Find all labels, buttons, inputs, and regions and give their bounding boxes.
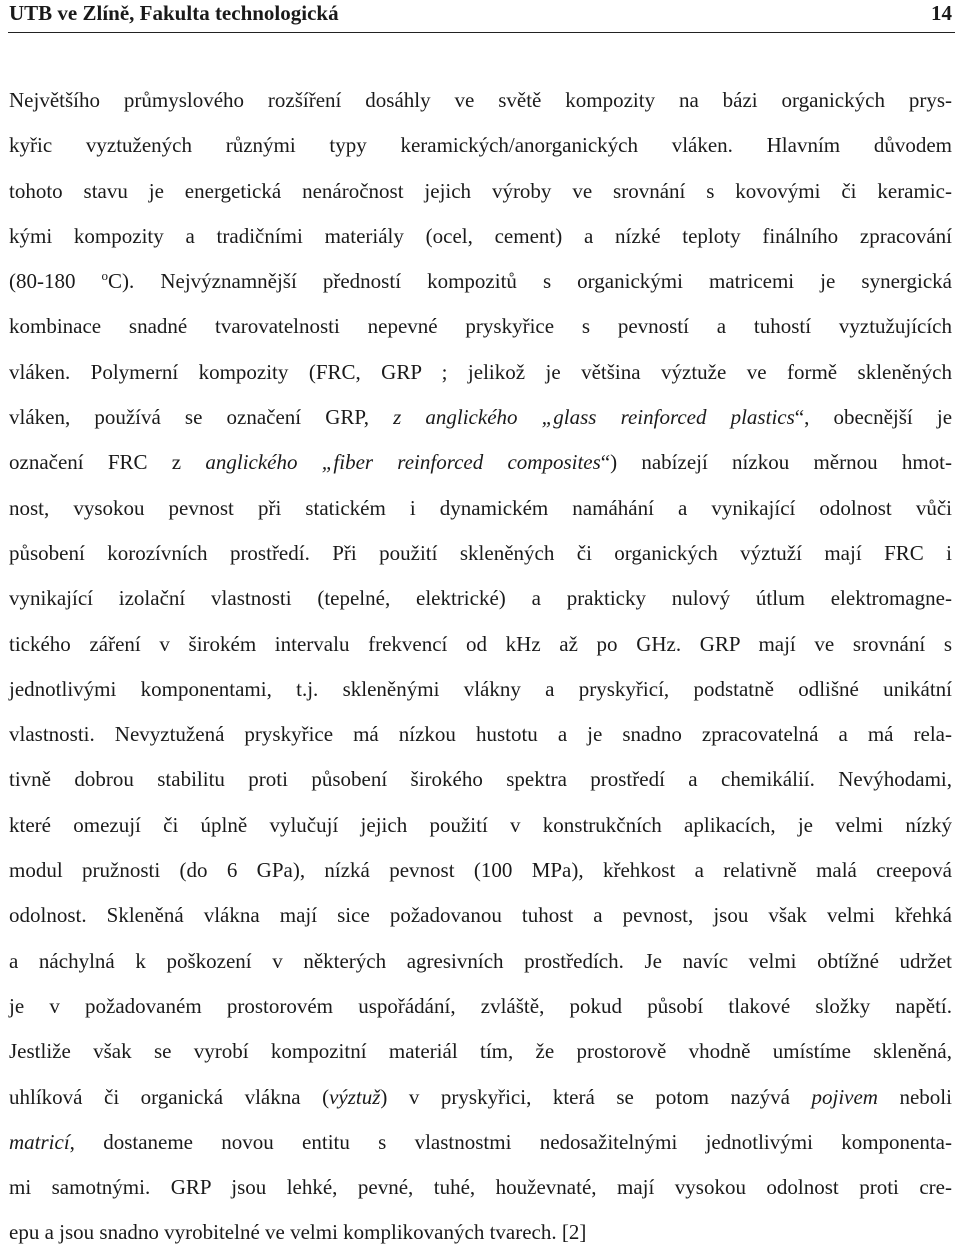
text-line: mi samotnými. GRP jsou lehké, pevné, tuhé, houževnaté, mají vysokou odolnost proti cre- (9, 1175, 952, 1200)
header-title: UTB ve Zlíně, Fakulta technologická (9, 1, 339, 25)
italic-term: pojivem (811, 1084, 878, 1109)
text-line: tohoto stavu je energetická nenáročnost jejich výroby ve srovnání s kovovými či keramic- (9, 178, 952, 203)
degree-superscript: o (101, 268, 109, 284)
italic-term: anglického „fiber reinforced composites (205, 450, 601, 475)
text-line: vynikající izolační vlastnosti (tepelné, elektrické) a prakticky nulový útlum elektromagne- (9, 586, 952, 611)
text-line: označení FRC z anglického „fiber reinforced composites“) nabízejí nízkou měrnou hmot- (9, 450, 952, 475)
text-line: Největšího průmyslového rozšíření dosáhly ve světě kompozity na bázi organických prys- (9, 88, 952, 112)
text-line: kombinace snadné tvarovatelnosti nepevné pryskyřice s pevností a tuhostí vyztužujících (9, 314, 952, 339)
italic-term: matricí (9, 1129, 70, 1154)
text-line: tivně dobrou stabilitu proti působení širokého spektra prostředí a chemikálií. Nevýhodami, (9, 767, 952, 792)
header-divider (8, 32, 955, 33)
text-line: odolnost. Skleněná vlákna mají sice požadovanou tuhost a pevnost, jsou však velmi křehká (9, 903, 952, 928)
text-line: které omezují či úplně vylučují jejich použití v konstrukčních aplikacích, je velmi nízký (9, 812, 952, 837)
italic-term: výztuž (329, 1084, 381, 1109)
text-line: matricí, dostaneme novou entitu s vlastnostmi nedosažitelnými jednotlivými komponenta- (9, 1129, 952, 1154)
page-header (0, 0, 960, 26)
text-line: je v požadovaném prostorovém uspořádání, zvláště, pokud působí tlakové složky napětí. (9, 993, 952, 1018)
text-line: tického záření v širokém intervalu frekvencí od kHz až po GHz. GRP mají ve srovnání s (9, 631, 952, 656)
text-line: Jestliže však se vyrobí kompozitní materiál tím, že prostorově vhodně umístíme skleněná, (9, 1039, 952, 1064)
body-paragraph (9, 78, 952, 1256)
text-line: vláken, používá se označení GRP, z anglického „glass reinforced plastics“, obecnější je (9, 405, 953, 430)
text-line: působení korozívních prostředí. Při použití skleněných či organických výztuží mají FRC i (9, 540, 952, 565)
text-line: nost, vysokou pevnost při statickém i dynamickém namáhání a vynikající odolnost vůči (9, 495, 952, 520)
page-number: 14 (931, 1, 952, 25)
text-line: kyřic vyztužených různými typy keramických/anorganických vláken. Hlavním důvodem (9, 133, 952, 158)
text-line: kými kompozity a tradičními materiály (ocel, cement) a nízké teploty finálního zpracování (9, 223, 952, 248)
text-line: jednotlivými komponentami, t.j. skleněnými vlákny a pryskyřicí, podstatně odlišné unikátní (9, 676, 952, 701)
text-line: vláken. Polymerní kompozity (FRC, GRP ; jelikož je většina výztuže ve formě skleněných (9, 359, 952, 384)
text-line: uhlíková či organická vlákna (výztuž) v pryskyřici, která se potom nazývá pojivem neboli (9, 1084, 952, 1109)
italic-term: z anglického „glass reinforced plastics (393, 405, 795, 430)
text-line: vlastnosti. Nevyztužená pryskyřice má nízkou hustotu a je snadno zpracovatelná a má rela- (9, 722, 952, 747)
text-line: epu a jsou snadno vyrobitelné ve velmi komplikovaných tvarech. [2] (9, 1220, 587, 1245)
text-line: modul pružnosti (do 6 GPa), nízká pevnost (100 MPa), křehkost a relativně malá creepová (9, 858, 952, 883)
text-line: a náchylná k poškození v některých agresivních prostředích. Je navíc velmi obtížné udržet (9, 948, 952, 973)
text-line: (80-180 $^o$C). Nejvýznamnější předností kompozitů s organickými matricemi je synergická (9, 268, 952, 294)
